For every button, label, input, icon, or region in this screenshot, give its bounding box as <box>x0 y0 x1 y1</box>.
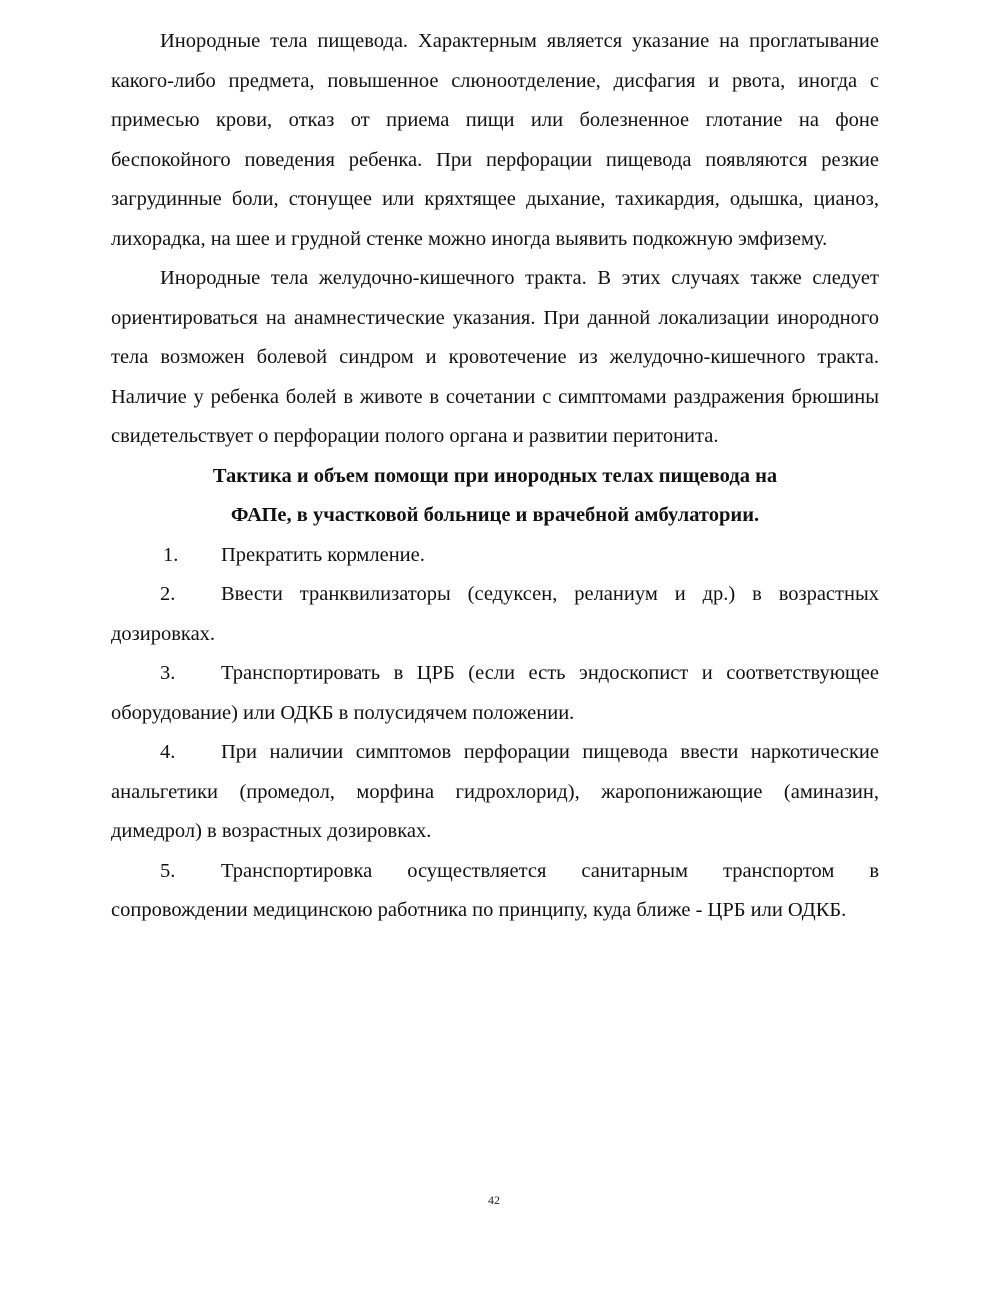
list-item-number: 2. <box>160 583 176 605</box>
list-item <box>111 733 879 852</box>
list-item <box>111 536 879 576</box>
section-heading-line-2: ФАПе, в участковой больнице и врачебной амбулатории. <box>230 504 760 526</box>
document-body <box>111 22 879 931</box>
list-item-text: При наличии симптомов перфорации пищевода ввести наркотические анальгетики (промедол, морфина гидрохлорид), жаропонижающие (аминазин, димедрол) в возрастных дозировках. <box>111 741 879 842</box>
list-item-text: Ввести транквилизаторы (седуксен, реланиум и др.) в возрастных дозировках. <box>111 583 879 645</box>
list-item-number: 5. <box>160 859 176 882</box>
section-heading-line-1: Тактика и объем помощи при инородных телах пищевода на <box>212 464 778 487</box>
list-item-number: 4. <box>160 741 176 763</box>
tactics-list <box>111 536 879 931</box>
list-item-text: Транспортировка осуществляется санитарным транспортом в сопровождении медицинскою работника по принципу, куда ближе - ЦРБ или ОДКБ. <box>111 859 879 921</box>
list-item <box>111 654 879 733</box>
page-number: 42 <box>488 1193 500 1207</box>
list-item-text: Транспортировать в ЦРБ (если есть эндоскопист и соответствующее оборудование) или ОДКБ в полусидячем положении. <box>111 662 879 724</box>
paragraph-gi-tract-foreign-bodies: Инородные тела желудочно-кишечного тракта. В этих случаях также следует ориентироваться на анамнестические указания. При данной локализации инородного тела возможен болевой синдром и кровотечение из желудочно-кишечного тракта. Наличие у ребенка болей в животе в сочетании с симптомами раздражения брюшины свидетельствует о перфорации полого органа и развитии перитонита. <box>111 267 879 447</box>
list-item <box>111 852 879 931</box>
paragraph-esophagus-foreign-bodies: Инородные тела пищевода. Характерным является указание на проглатывание какого-либо предмета, повышенное слюноотделение, дисфагия и рвота, иногда с примесью крови, отказ от приема пищи или болезненное глотание на фоне беспокойного поведения ребенка. При перфорации пищевода появляются резкие загрудинные боли, стонущее или кряхтящее дыхание, тахикардия, одышка, цианоз, лихорадка, на шее и грудной стенке можно иногда выявить подкожную эмфизему. <box>111 30 879 250</box>
section-heading <box>111 457 879 536</box>
list-item <box>111 575 879 654</box>
list-item-number: 1. <box>163 543 179 566</box>
list-item-text: Прекратить кормление. <box>221 543 425 566</box>
list-item-number: 3. <box>160 662 176 684</box>
